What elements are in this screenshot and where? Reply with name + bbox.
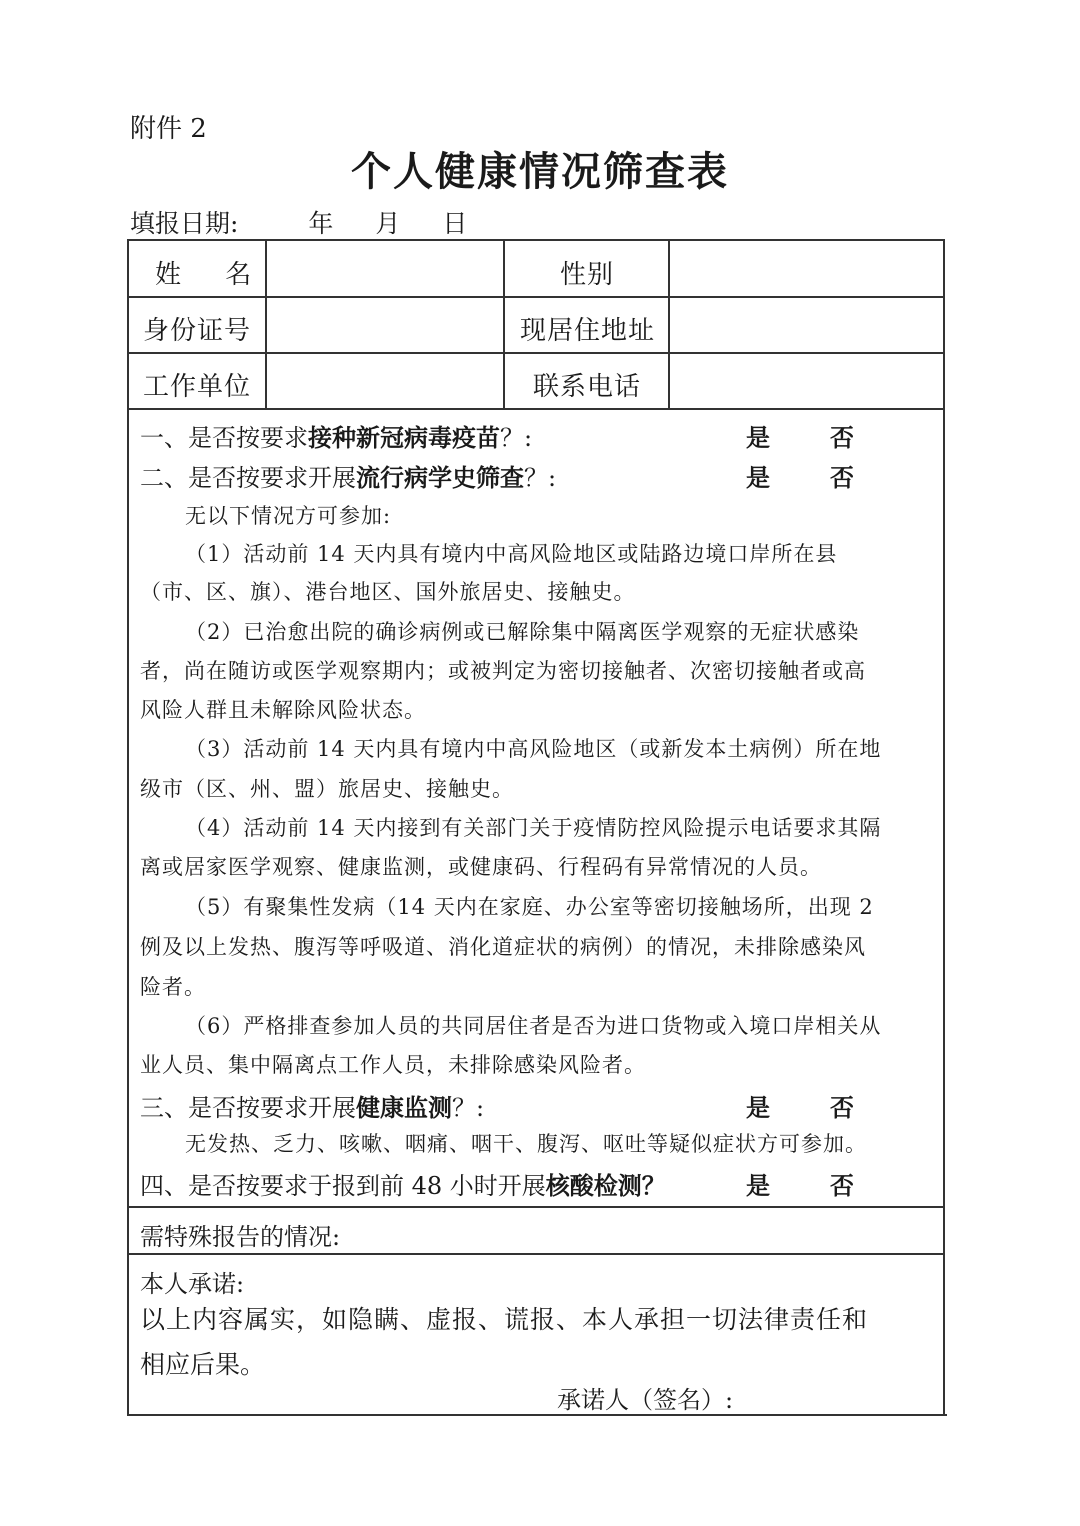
question-health-monitoring: [140, 1088, 484, 1123]
q3-yes-option[interactable]: 是: [746, 1093, 770, 1122]
question-keyword: 核酸检测？: [545, 1171, 666, 1200]
question-text: 二、是否按要求开展: [140, 464, 356, 492]
table-col-divider: [503, 239, 505, 410]
condition-line: 险者。: [140, 975, 206, 999]
table-border-top: [127, 239, 945, 241]
date-month: 月: [375, 209, 401, 238]
signature-field[interactable]: [760, 1378, 940, 1412]
fill-date-row: [130, 204, 467, 240]
question-nucleic-test: [140, 1166, 666, 1201]
question-keyword: 健康监测: [356, 1093, 452, 1122]
conditions-intro: 无以下情况方可参加:: [185, 504, 392, 528]
table-col-divider: [668, 239, 670, 410]
q2-yes-option[interactable]: 是: [746, 463, 770, 492]
q3-no-option[interactable]: 否: [830, 1093, 854, 1122]
condition-line: （3）活动前 14 天内具有境内中高风险地区（或新发本土病例）所在地: [185, 737, 882, 761]
question-suffix: ？:: [452, 1094, 485, 1122]
question-text: 四、是否按要求于报到前 48 小时开展: [140, 1172, 546, 1200]
name-label: 姓 名: [155, 260, 270, 290]
special-report-field[interactable]: [370, 1209, 940, 1251]
table-border-left: [127, 239, 129, 1416]
name-field[interactable]: [268, 242, 502, 295]
question-epidemiology: [140, 458, 556, 493]
gender-field[interactable]: [671, 242, 942, 295]
phone-field[interactable]: [671, 355, 942, 407]
table-rule: [127, 296, 945, 298]
work-unit-label: 工作单位: [143, 372, 252, 402]
q1-yes-option[interactable]: 是: [746, 423, 770, 452]
page-title: 个人健康情况筛查表: [351, 148, 729, 195]
condition-line: 业人员、集中隔离点工作人员，未排除感染风险者。: [140, 1053, 646, 1077]
address-label: 现居住地址: [520, 316, 656, 346]
q4-no-option[interactable]: 否: [830, 1171, 854, 1200]
table-rule: [127, 352, 945, 354]
condition-line: 离或居家医学观察、健康监测，或健康码、行程码有异常情况的人员。: [140, 855, 822, 879]
phone-label: 联系电话: [533, 372, 642, 402]
question-text: 一、是否按要求: [140, 424, 308, 452]
question-keyword: 接种新冠病毒疫苗: [308, 423, 500, 452]
condition-line: （1）活动前 14 天内具有境内中高风险地区或陆路边境口岸所在县: [185, 542, 838, 566]
question-keyword: 流行病学史筛查: [356, 463, 524, 492]
attachment-label: 附件 2: [130, 114, 207, 144]
q2-no-option[interactable]: 否: [830, 463, 854, 492]
table-border-right: [943, 239, 945, 1416]
id-number-label: 身份证号: [143, 316, 252, 346]
date-year: 年: [308, 209, 334, 238]
table-border-bottom: [127, 1414, 947, 1416]
gender-label: 性别: [560, 260, 615, 290]
signature-label: 承诺人（签名）:: [557, 1386, 734, 1414]
condition-line: 例及以上发热、腹泻等呼吸道、消化道症状的病例）的情况，未排除感染风: [140, 935, 866, 959]
table-rule: [127, 408, 945, 410]
fill-date-label: 填报日期:: [130, 209, 239, 238]
condition-line: （4）活动前 14 天内接到有关部门关于疫情防控风险提示电话要求其隔: [185, 816, 882, 840]
address-field[interactable]: [671, 299, 942, 351]
condition-line: （市、区、旗）、港台地区、国外旅居史、接触史。: [140, 580, 636, 604]
question-text: 三、是否按要求开展: [140, 1094, 356, 1122]
date-day: 日: [442, 209, 468, 238]
q1-no-option[interactable]: 否: [830, 423, 854, 452]
table-rule: [127, 1253, 945, 1255]
condition-line: 者，尚在随访或医学观察期内；或被判定为密切接触者、次密切接触者或高: [140, 659, 866, 683]
question-suffix: ？:: [500, 424, 533, 452]
q4-yes-option[interactable]: 是: [746, 1171, 770, 1200]
question-suffix: ？:: [524, 464, 557, 492]
condition-line: （6）严格排查参加人员的共同居住者是否为进口货物或入境口岸相关从: [185, 1014, 882, 1038]
commitment-heading: 本人承诺:: [140, 1270, 245, 1298]
commitment-text: 以上内容属实，如隐瞒、虚报、谎报、本人承担一切法律责任和: [140, 1305, 869, 1334]
condition-line: 级市（区、州、盟）旅居史、接触史。: [140, 777, 514, 801]
condition-line: 风险人群且未解除风险状态。: [140, 698, 426, 722]
id-number-field[interactable]: [268, 299, 502, 351]
table-rule: [127, 1206, 945, 1208]
commitment-text: 相应后果。: [140, 1350, 266, 1379]
question-vaccination: [140, 418, 532, 453]
special-report-label: 需特殊报告的情况:: [140, 1223, 341, 1251]
condition-line: （2）已治愈出院的确诊病例或已解除集中隔离医学观察的无症状感染: [185, 620, 860, 644]
work-unit-field[interactable]: [268, 355, 502, 407]
health-monitoring-note: 无发热、乏力、咳嗽、咽痛、咽干、腹泻、呕吐等疑似症状方可参加。: [185, 1132, 867, 1156]
condition-line: （5）有聚集性发病（14 天内在家庭、办公室等密切接触场所，出现 2: [185, 895, 874, 919]
